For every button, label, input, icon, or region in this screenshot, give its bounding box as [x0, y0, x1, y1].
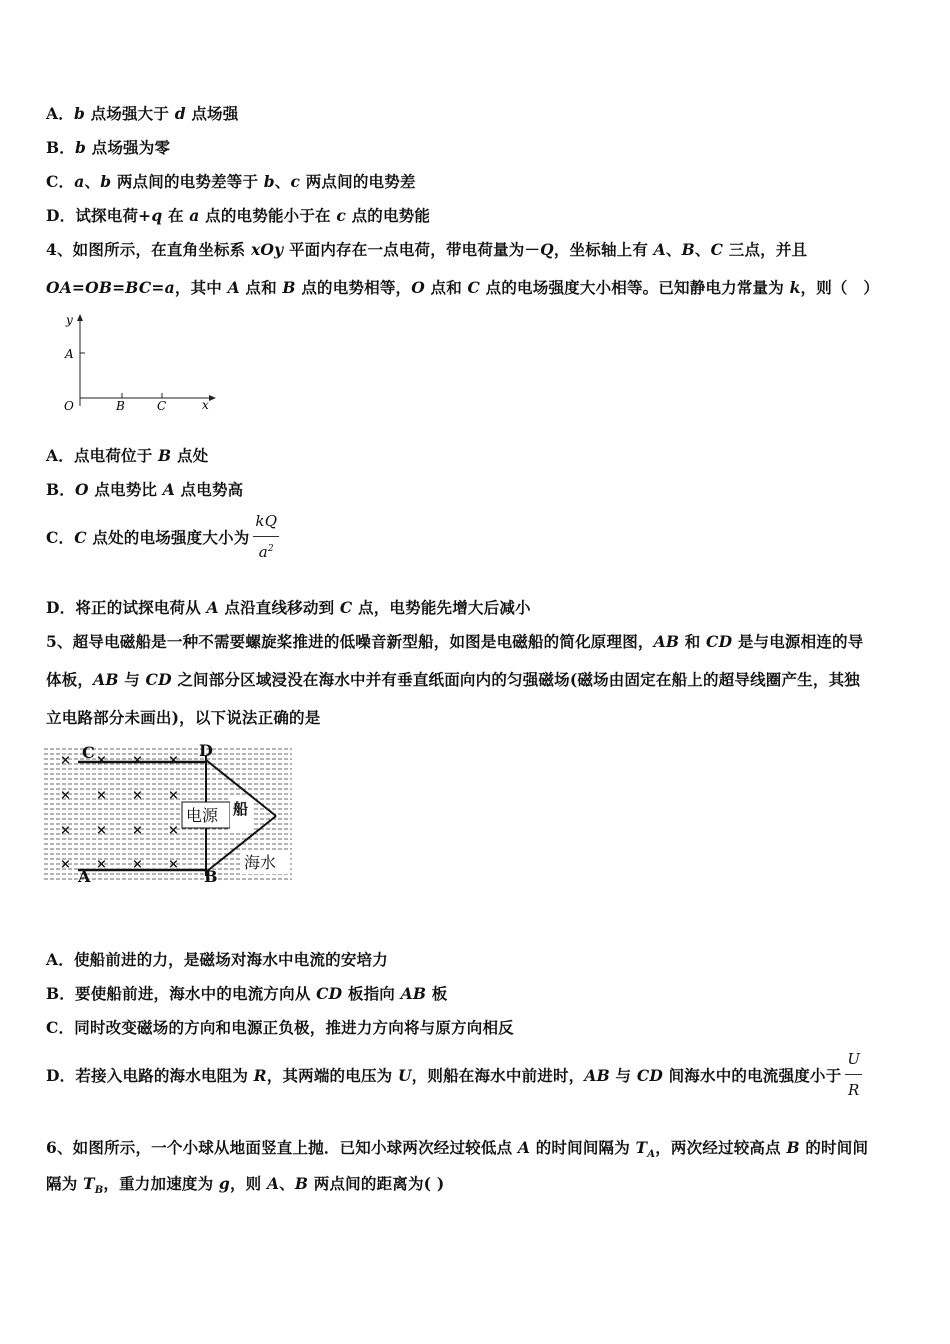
- cross: ×: [96, 857, 107, 872]
- cross: ×: [96, 823, 107, 838]
- boat-label: 船: [233, 800, 249, 818]
- q5-option-a: A．使船前进的力，是磁场对海水中电流的安培力: [46, 950, 388, 969]
- q5-stem-line-2: 体板，AB 与 CD 之间部分区域浸没在海水中并有垂直纸面向内的匀强磁场(磁场由固定在船上的超导线圈产生，其独: [46, 670, 860, 689]
- label-x: x: [202, 398, 209, 412]
- q5-option-b: B．要使船前进，海水中的电流方向从 CD 板指向 AB 板: [46, 984, 448, 1003]
- x-axis-arrow: [209, 395, 216, 401]
- cross: ×: [60, 823, 71, 838]
- q5-option-d: D．若接入电路的海水电阻为 R，其两端的电压为 U，则船在海水中前进时，AB 与 CD 间海水中的电流强度小于 $\frac{U}{R}$: [46, 1050, 861, 1099]
- cross: ×: [96, 753, 107, 768]
- label-d: D: [199, 742, 213, 760]
- cross: ×: [168, 753, 179, 768]
- q6-stem-line-1: 6、如图所示，一个小球从地面竖直上抛．已知小球两次经过较低点 A 的时间间隔为 $T_A$，两次经过较高点 B 的时间间: [46, 1138, 869, 1161]
- boat-figure: [44, 742, 294, 884]
- q3-option-b: B．b 点场强为零: [46, 138, 171, 157]
- label-b: B: [204, 867, 218, 884]
- label-c: C: [82, 743, 95, 762]
- power-source-label: 电源: [186, 806, 219, 825]
- cross: ×: [132, 857, 143, 872]
- cross: ×: [60, 753, 71, 768]
- label-c: C: [157, 399, 167, 413]
- q3-option-c: C．a、b 两点间的电势差等于 b、c 两点间的电势差: [46, 172, 416, 191]
- q5-stem-line-1: 5、超导电磁船是一种不需要螺旋桨推进的低噪音新型船，如图是电磁船的简化原理图，AB 和 CD 是与电源相连的导: [46, 632, 864, 651]
- cross: ×: [60, 857, 71, 872]
- q4-stem-line-2: OA=OB=BC=a，其中 A 点和 B 点的电势相等，O 点和 C 点的电场强度大小相等。已知静电力常量为 k，则（ ）: [46, 278, 880, 297]
- coordinate-figure: [50, 308, 225, 420]
- cross: ×: [168, 857, 179, 872]
- cross: ×: [96, 788, 107, 803]
- q5-stem-line-3: 立电路部分未画出)，以下说法正确的是: [46, 708, 321, 727]
- q4-option-b: B．O 点电势比 A 点电势高: [46, 480, 244, 499]
- cross: ×: [60, 788, 71, 803]
- q4-option-a: A．点电荷位于 B 点处: [46, 446, 209, 465]
- cross: ×: [132, 753, 143, 768]
- cross: ×: [132, 788, 143, 803]
- label-y: y: [66, 313, 73, 327]
- q5-option-c: C．同时改变磁场的方向和电源正负极，推进力方向将与原方向相反: [46, 1018, 514, 1037]
- cross: ×: [168, 788, 179, 803]
- label-o: O: [64, 399, 74, 413]
- q4-option-d: D．将正的试探电荷从 A 点沿直线移动到 C 点，电势能先增大后减小: [46, 598, 531, 617]
- q3-option-a: A．b 点场强大于 d 点场强: [46, 104, 239, 123]
- q4-stem-line-1: 4、如图所示，在直角坐标系 xOy 平面内存在一点电荷，带电荷量为－Q，坐标轴上有 A、B、C 三点，并且: [46, 240, 808, 259]
- cross: ×: [132, 823, 143, 838]
- label-a: A: [65, 347, 74, 361]
- fraction-kq-over-a2: $\frac{kQ}{a^2}$: [255, 512, 278, 561]
- fraction-u-over-r: $\frac{U}{R}$: [847, 1050, 861, 1099]
- q3-option-d: D．试探电荷+q 在 a 点的电势能小于在 c 点的电势能: [46, 206, 431, 225]
- label-b: B: [116, 399, 125, 413]
- q6-stem-line-2: 隔为 $T_B$，重力加速度为 g，则 A、B 两点间的距离为( ): [46, 1174, 445, 1197]
- sea-label: 海水: [244, 853, 277, 872]
- y-axis-arrow: [77, 314, 83, 321]
- q4-option-c: C．C 点处的电场强度大小为 $\frac{kQ}{a^2}$: [46, 512, 278, 561]
- cross: ×: [168, 823, 179, 838]
- label-a: A: [78, 867, 91, 884]
